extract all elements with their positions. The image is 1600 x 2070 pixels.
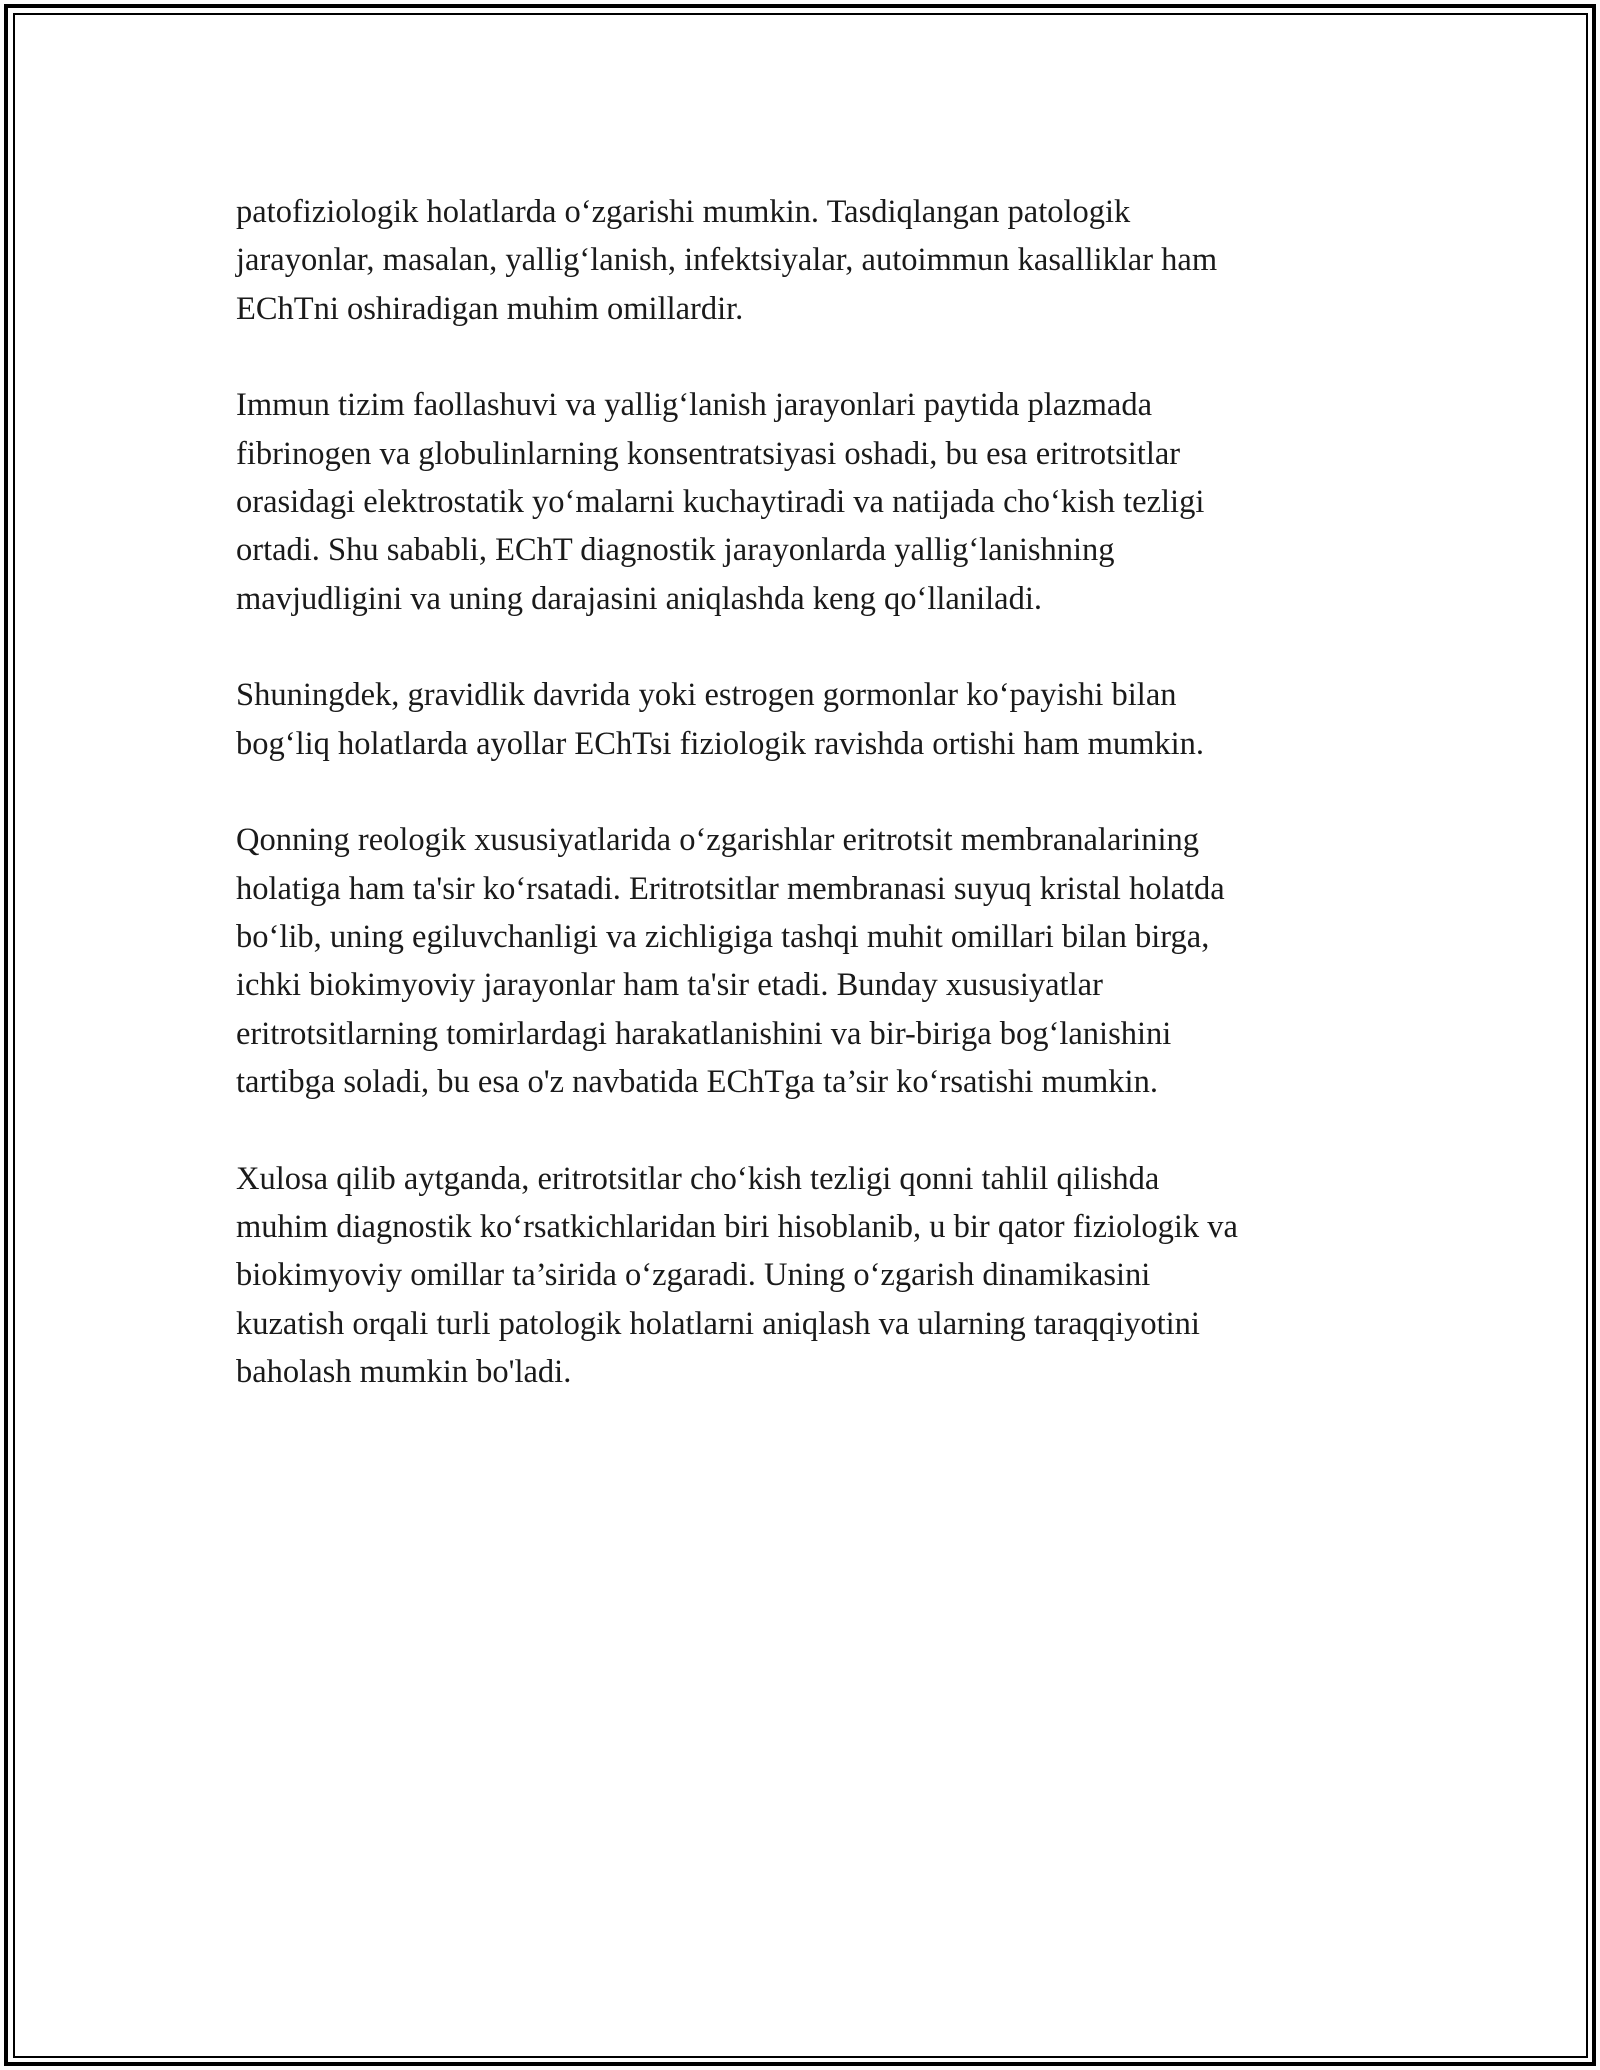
paragraph-1: patofiziologik holatlarda o‘zgarishi mumkin. Tasdiqlangan patologik jarayonlar, masalan, yallig‘lanish, infektsiyalar, autoimmun kasalliklar ham EChTni oshiradigan muhim omillardir.	[236, 194, 1218, 327]
paragraph-4: Qonning reologik xususiyatlarida o‘zgarishlar eritrotsit membranalarining holatiga ham ta'sir ko‘rsatadi. Eritrotsitlar membranasi suyuq kristal holatda bo‘lib, uning egiluvchanligi va zichligiga tashqi muhit omillari bilan birga, ichki biokimyoviy jarayonlar ham ta'sir etadi. Bunday xususiyatlar eritrotsitlarning tomirlardagi harakatlanishini va bir-biriga bog‘lanishini tartibga soladi, bu esa o'z navbatida EChTga ta’sir ko‘rsatishi mumkin.	[236, 822, 1225, 1100]
document-body	[236, 188, 1376, 1445]
paragraph-3: Shuningdek, gravidlik davrida yoki estrogen gormonlar ko‘payishi bilan bog‘liq holatlarda ayollar EChTsi fiziologik ravishda ortishi ham mumkin.	[236, 677, 1205, 762]
paragraph-5: Xulosa qilib aytganda, eritrotsitlar cho‘kish tezligi qonni tahlil qilishda muhim diagnostik ko‘rsatkichlaridan biri hisoblanib, u bir qator fiziologik va biokimyoviy omillar ta’sirida o‘zgaradi. Uning o‘zgarish dinamikasini kuzatish orqali turli patologik holatlarni aniqlash va ularning taraqqiyotini baholash mumkin bo'ladi.	[236, 1160, 1238, 1390]
paragraph-2: Immun tizim faollashuvi va yallig‘lanish jarayonlari paytida plazmada fibrinogen va globulinlarning konsentratsiyasi oshadi, bu esa eritrotsitlar orasidagi elektrostatik yo‘malarni kuchaytiradi va natijada cho‘kish tezligi ortadi. Shu sababli, EChT diagnostik jarayonlarda yallig‘lanishning mavjudligini va uning darajasini aniqlashda keng qo‘llaniladi.	[236, 387, 1205, 617]
